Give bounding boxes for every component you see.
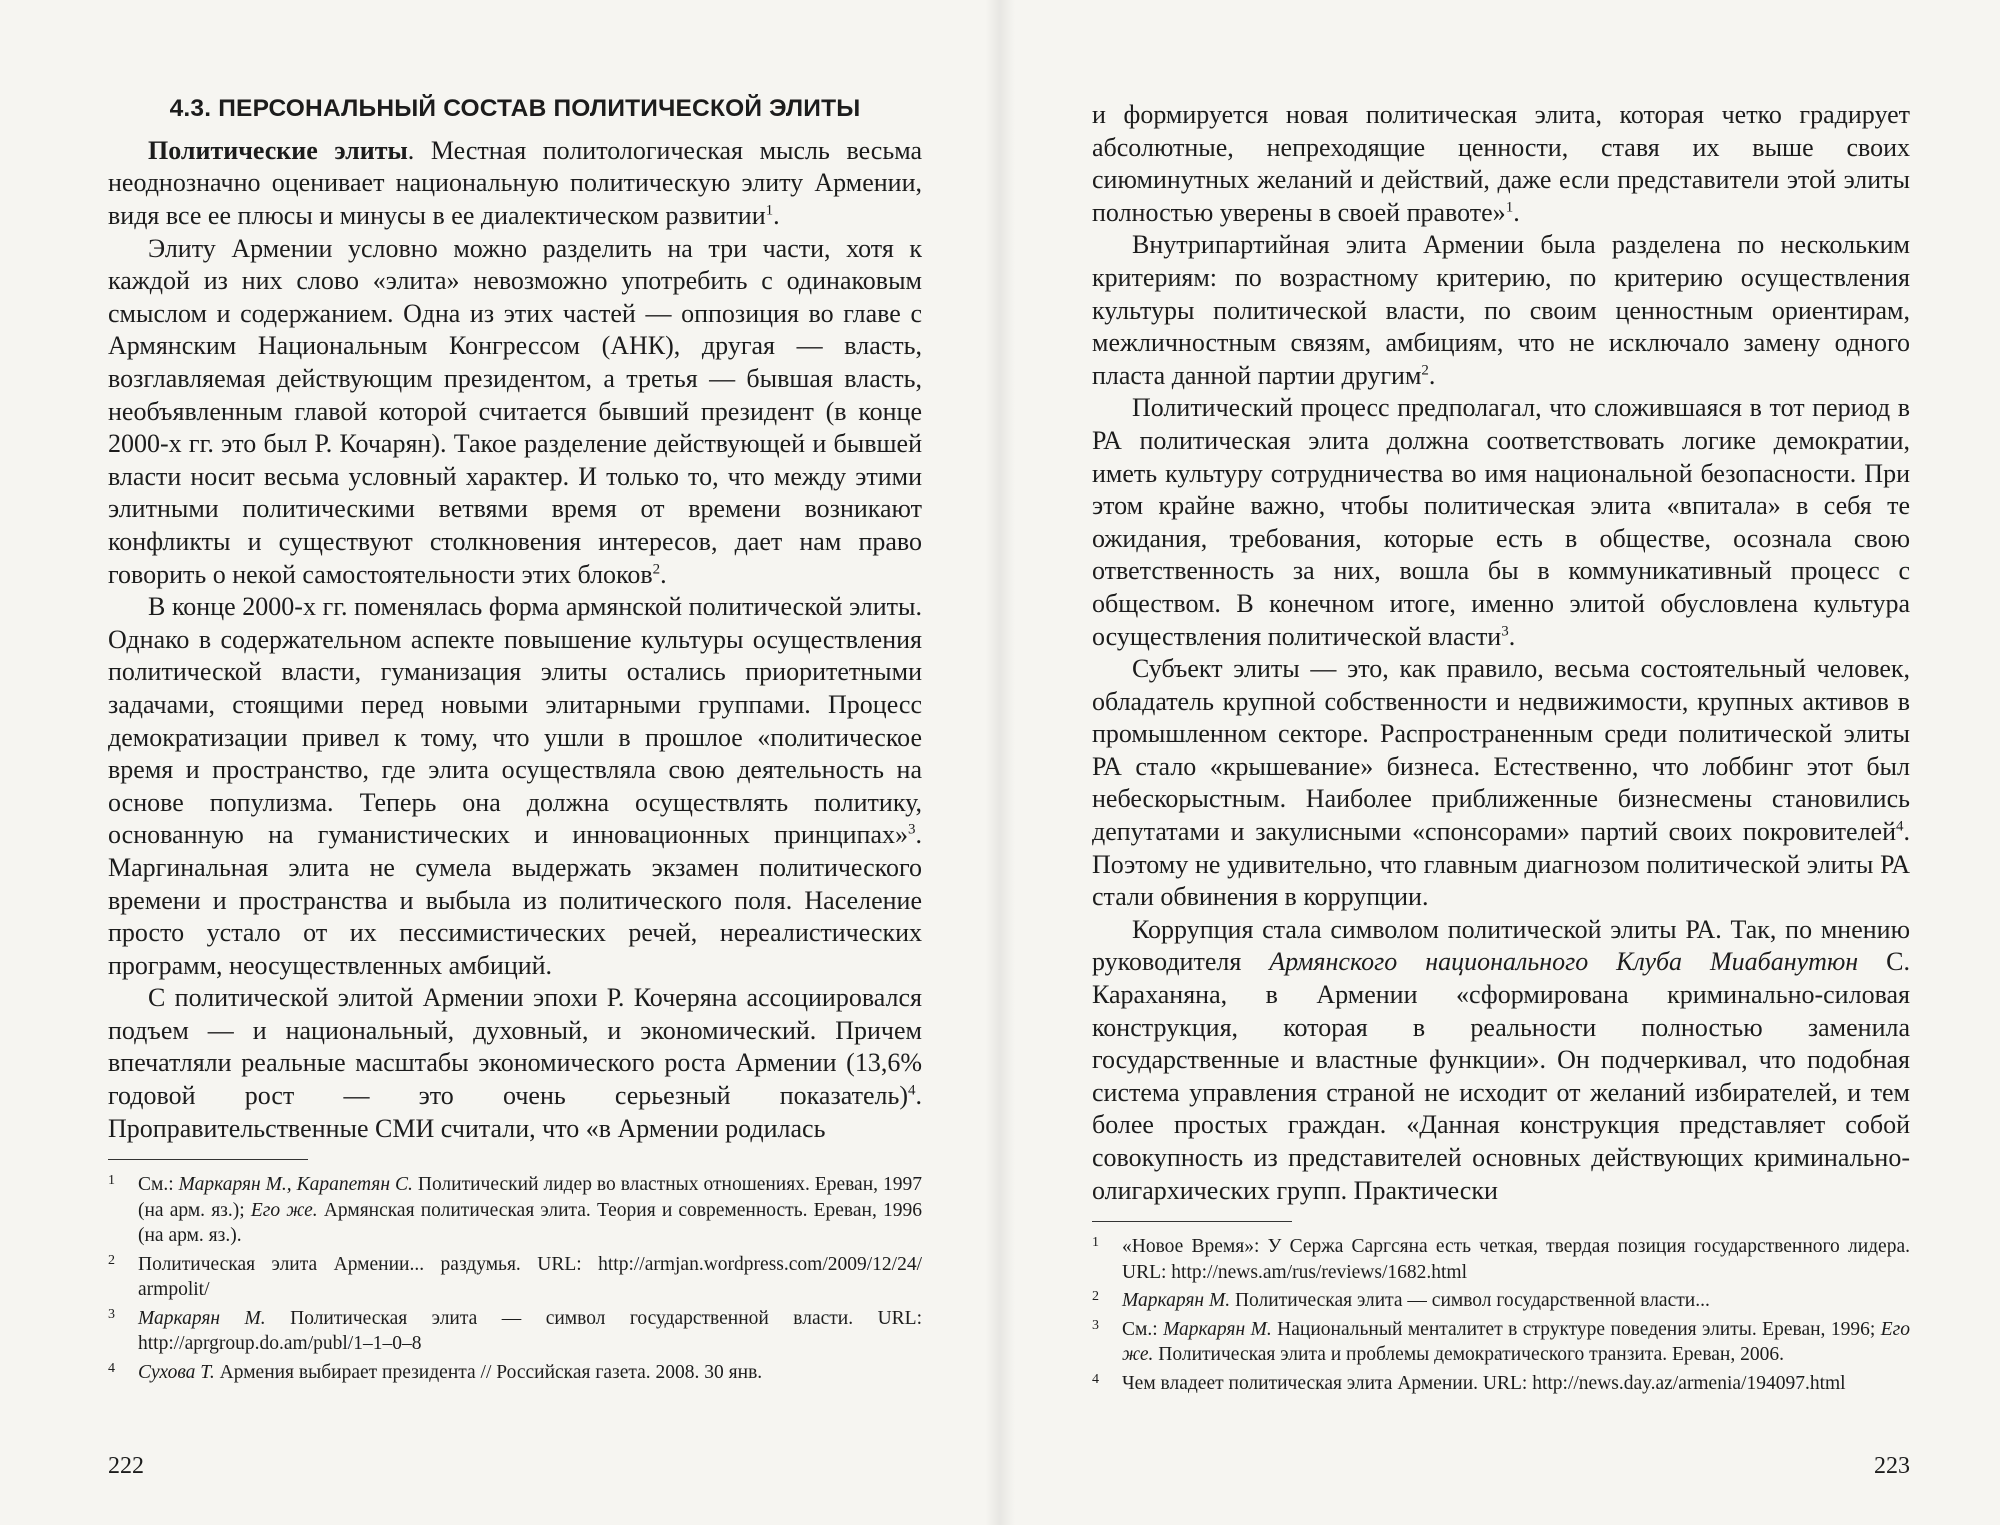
page-number-right: 223 bbox=[1874, 1453, 1910, 1479]
page-number-left: 222 bbox=[108, 1453, 144, 1479]
section-title: 4.3. ПЕРСОНАЛЬНЫЙ СОСТАВ ПОЛИТИЧЕСКОЙ ЭЛИТЫ bbox=[169, 95, 861, 122]
footnote-ref: 1 bbox=[765, 202, 774, 219]
right-paragraph-2: Внутрипартийная элита Армении была разделена по нескольким критериям: по возрастному критерию, по критерию осуществления культуры политической власти, по своим ценностным ориентирам, межличностным связям, амбициям, что не исключало замену одного пласта данной партии другим$^2$. bbox=[1092, 230, 1910, 390]
footnote-3: 3 Маркарян М. Политическая элита — символ государственной власти. URL: http://aprgroup.do.am/publ/1–1–0–8 bbox=[108, 1306, 922, 1355]
footnote-ref: 2 bbox=[1421, 362, 1429, 379]
left-paragraph-1: Политические элиты. Местная политологическая мысль весьма неоднозначно оценивает национальную политическую элиту Армении, видя все ее плюсы и минусы в ее диалектическом развитии$^1$. bbox=[108, 135, 923, 231]
page-right bbox=[1000, 0, 2000, 1525]
footnote-ref: 2 bbox=[652, 560, 661, 577]
left-text-block bbox=[108, 93, 922, 1388]
right-paragraph-3: Политический процесс предполагал, что сложившаяся в тот период в РА политическая элита должна соответствовать логике демократии, иметь культуру сотрудничества во имя национальной безопасности. При этом крайне важно, чтобы политическая элита «впитала» в себя те ожидания, требования, которые есть в обществе, осознала свою ответственность за них, вошла бы в коммуникативный процесс с обществом. В конечном итоге, именно элитой обусловлена культура осуществления политической власти$^3$. bbox=[1092, 393, 1910, 651]
footnote-divider bbox=[108, 1159, 308, 1160]
right-paragraph-1: и формируется новая политическая элита, которая четко градирует абсолютные, непреходящие ценности, ставя их выше своих сиюминутных желаний и действий, даже если представители этой элиты полностью уверены в своей правоте»$^1$. bbox=[1092, 100, 1910, 227]
organization-name: Армянского национального Клуба Миабанутюн bbox=[1269, 947, 1859, 977]
footnote-ref: 1 bbox=[1505, 199, 1514, 216]
footnote-4: 4 Чем владеет политическая элита Армении. URL: http://news.day.az/armenia/194097.html bbox=[1092, 1371, 1846, 1394]
right-paragraph-5: Коррупция стала символом политической элиты РА. Так, по мнению руководителя Армянского национального Клуба Миабанутюн С. Караханяна, в Армении «сформирована криминально-силовая конструкция, которая в реальности полностью заменила государственные и властные функции». Он подчеркивал, что подобная система управления страной не исходит от желаний избирателей, и тем более простых граждан. «Данная конструкция представляет собой совокупность из представителей основных действующих криминально-олигархических групп. Практически bbox=[1092, 914, 1910, 1205]
footnote-4: 4 Сухова Т. Армения выбирает президента // Российская газета. 2008. 30 янв. bbox=[108, 1360, 763, 1383]
footnote-2: 2 Маркарян М. Политическая элита — символ государственной власти... bbox=[1092, 1289, 1710, 1312]
footnote-2: 2 Политическая элита Армении... раздумья. URL: http://armjan.wordpress.com/2009/12/24/ armpolit/ bbox=[108, 1252, 922, 1301]
right-text-block bbox=[1092, 99, 1910, 1399]
left-paragraph-3: В конце 2000-х гг. поменялась форма армянской политической элиты. Однако в содержательном аспекте повышение культуры осуществления политической власти, гуманизация элиты остались приоритетными задачами, стоящими перед новыми элитарными группами. Процесс демократизации привел к тому, что ушли в прошлое «политическое время и пространство, где элита осуществляла свою деятельность на основе популизма. Теперь она должна осуществлять политику, основанную на гуманистических и инновационных принципах»$^3$. Маргинальная элита не сумела выдержать экзамен политического времени и пространства и выбыла из политического поля. Население просто устало от их пессимистических речей, нереалистических программ, неосуществленных амбиций. bbox=[108, 592, 922, 980]
left-paragraph-4: С политической элитой Армении эпохи Р. Кочеряна ассоциировался подъем — и национальный, духовный, и экономический. Причем впечатляли реальные масштабы экономического роста Армении (13,6% годовой рост — это очень серьезный показатель)$^4$. Проправительственные СМИ считали, что «в Армении родилась bbox=[108, 983, 922, 1143]
footnote-divider bbox=[1092, 1221, 1292, 1222]
right-paragraph-4: Субъект элиты — это, как правило, весьма состоятельный человек, обладатель крупной собственности и недвижимости, крупных активов в промышленном секторе. Распространенным среди политической элиты РА стало «крышевание» бизнеса. Естественно, что лоббинг этот был небескорыстным. Наиболее приближенные бизнесмены становились депутатами и закулисными «спонсорами» партий своих покровителей$^4$. Поэтому не удивительно, что главным диагнозом политической элиты РА стали обвинения в коррупции. bbox=[1092, 654, 1910, 912]
footnote-ref: 3 bbox=[908, 821, 916, 838]
footnote-1: 1 «Новое Время»: У Сержа Саргсяна есть четкая, твердая позиция государственного лидера. URL: http://news.am/rus/reviews/1682.html bbox=[1092, 1235, 1910, 1283]
footnote-1: 1 См.: Маркарян М., Карапетян С. Политический лидер во властных отношениях. Ереван, 1997 (на арм. яз.); Его же. Армянская политическая элита. Теория и современность. Ереван, 1996 (на арм. яз.). bbox=[108, 1173, 923, 1247]
footnote-3: 3 См.: Маркарян М. Национальный менталитет в структуре поведения элиты. Ереван, 1996; Его же. Политическая элита и проблемы демократического транзита. Ереван, 2006. bbox=[1092, 1317, 1910, 1366]
run-in-heading: Политические элиты bbox=[148, 135, 408, 165]
footnote-ref: 4 bbox=[908, 1082, 916, 1099]
left-paragraph-2: Элиту Армении условно можно разделить на три части, хотя к каждой из них слово «элита» невозможно употребить с одинаковым смыслом и содержанием. Одна из этих частей — оппозиция во главе с Армянским Национальным Конгрессом (АНК), другая — власть, возглавляемая действующим президентом, а третья — бывшая власть, необъявленным главой которой считается бывший президент (в конце 2000-х гг. это был Р. Кочарян). Такое разделение действующей и бывшей власти носит весьма условный характер. И только то, что между этими элитными политическими ветвями время от времени возникают конфликты и существуют столкновения интересов, дает нам право говорить о некой самостоятельности этих блоков$^2$. bbox=[108, 233, 922, 589]
footnote-ref: 4 bbox=[1896, 818, 1904, 835]
footnote-ref: 3 bbox=[1501, 622, 1509, 639]
